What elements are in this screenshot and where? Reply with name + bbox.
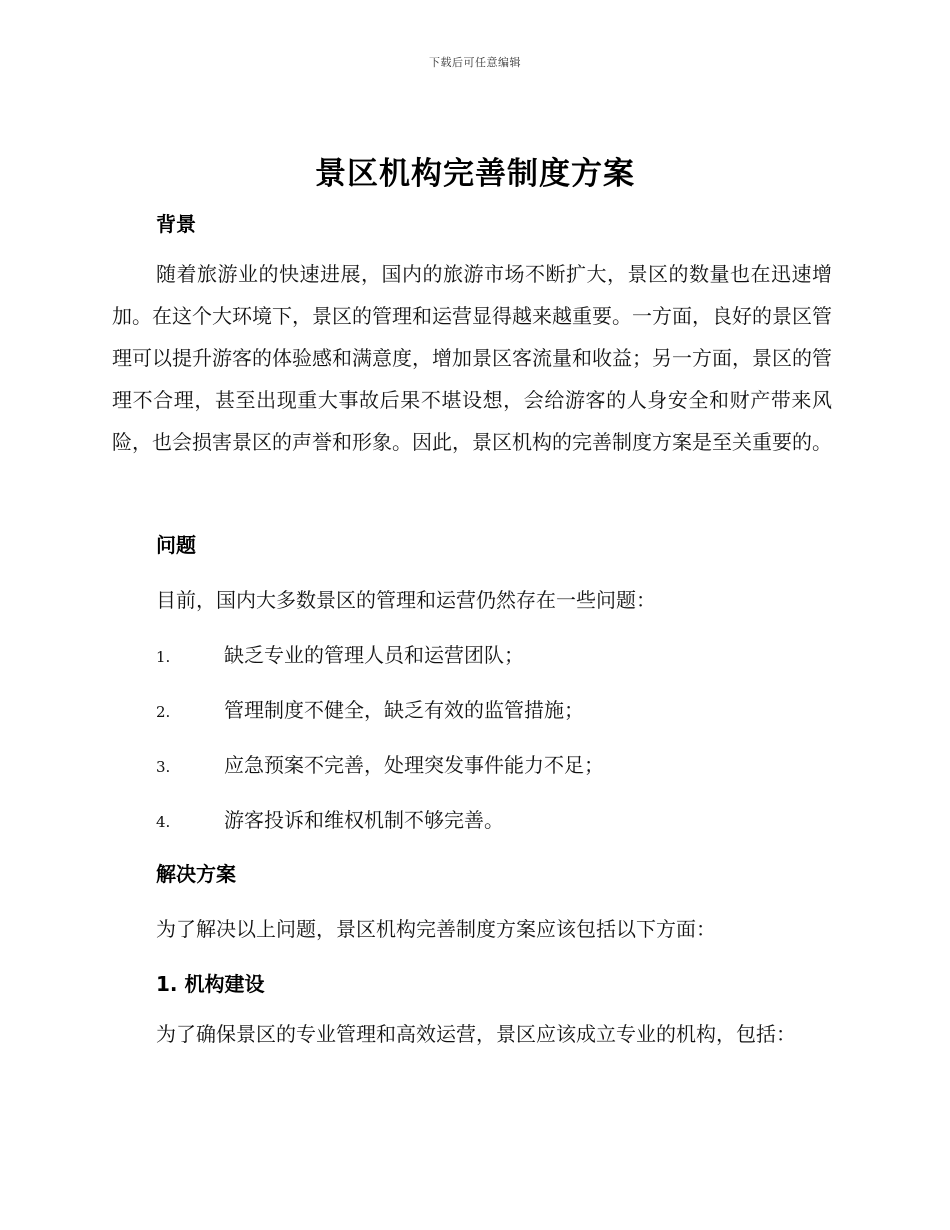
section-heading-problems: 问题 [156,533,196,557]
list-item-number: 3. [156,758,171,776]
list-item-number: 4. [156,813,171,831]
list-item-text: 管理制度不健全，缺乏有效的监管措施； [224,698,584,722]
list-item [156,694,584,723]
header-note: 下载后可任意编辑 [429,56,521,69]
list-item [156,639,524,668]
list-item-text: 应急预案不完善，处理突发事件能力不足； [224,753,604,777]
solutions-intro: 为了解决以上问题，景区机构完善制度方案应该包括以下方面： [156,917,716,941]
list-item [156,804,504,833]
institution-paragraph: 为了确保景区的专业管理和高效运营，景区应该成立专业的机构，包括： [156,1022,796,1046]
subsection-heading-institution: 1. 机构建设 [156,972,265,996]
section-heading-solutions: 解决方案 [156,862,236,886]
background-paragraph: 随着旅游业的快速进展，国内的旅游市场不断扩大，景区的数量也在迅速增加。在这个大环境下，景区的管理和运营显得越来越重要。一方面，良好的景区管理可以提升游客的体验感和满意度，增加景区客流量和收益；另一方面，景区的管理不合理，甚至出现重大事故后果不堪设想，会给游客的人身安全和财产带来风险，也会损害景区的声誉和形象。因此，景区机构的完善制度方案是至关重要的。 [112,262,832,454]
list-item-number: 1. [156,648,171,666]
problems-intro: 目前，国内大多数景区的管理和运营仍然存在一些问题： [156,588,656,612]
list-item-text: 游客投诉和维权机制不够完善。 [224,808,504,832]
section-heading-background: 背景 [156,212,196,236]
list-item [156,749,604,778]
document-title: 景区机构完善制度方案 [315,156,635,192]
list-item-text: 缺乏专业的管理人员和运营团队； [224,643,524,667]
list-item-number: 2. [156,703,171,721]
